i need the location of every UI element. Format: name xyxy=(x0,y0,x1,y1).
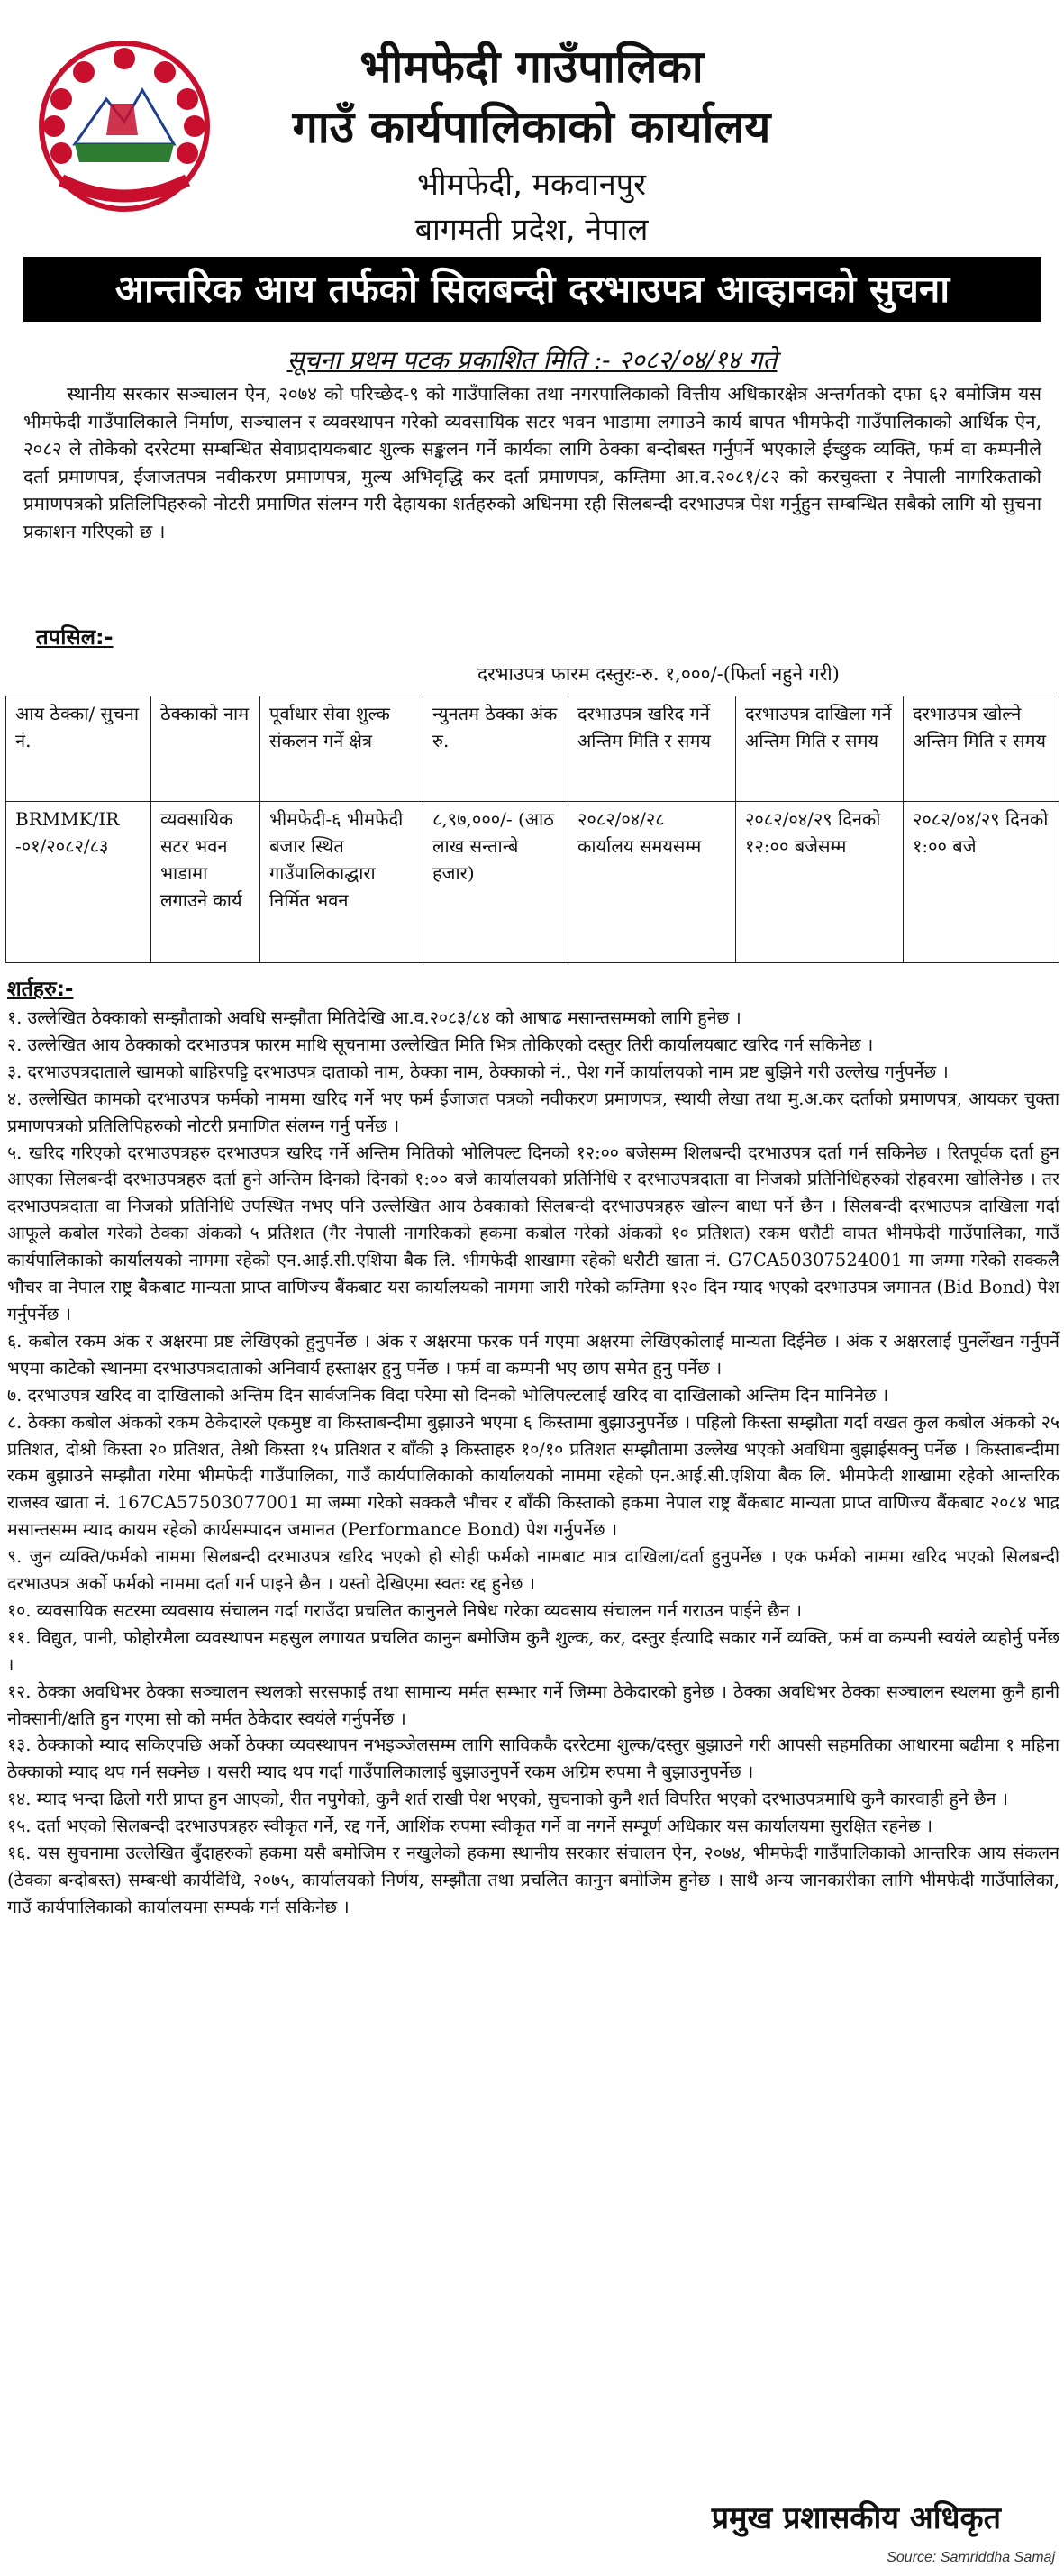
term-item: ११. विद्युत, पानी, फोहोरमैला व्यवस्थापन महसुल लगायत प्रचलित कानुन बमोजिम कुनै शुल्क, कर, दस्तुर ईत्यादि सकार गर्ने व्यक्ति, फर्म वा कम्पनी स्वयंले व्यहोर्नु पर्नेछ । xyxy=(7,1626,1059,1675)
table-header: दरभाउपत्र दाखिला गर्ने अन्तिम मिति र समय xyxy=(736,696,904,802)
terms-list xyxy=(7,1005,1059,1921)
term-item: १२. ठेक्का अवधिभर ठेक्का सञ्चालन स्थलको सरसफाई तथा सामान्य मर्मत सम्भार गर्ने जिम्मा ठेकेदारको हुनेछ । ठेक्का अवधिभर ठेक्का सञ्चालन स्थलमा कुनै हानी नोक्सानी/क्षति हुन गएमा सो को मर्मत ठेकेदार स्वयंले गर्नुपर्नेछ । xyxy=(7,1680,1059,1729)
term-item: १४. म्याद भन्दा ढिलो गरी प्राप्त हुन आएको, रीत नपुगेको, कुनै शर्त राखी पेश भएको, सुचनाको कुनै शर्त विपरित भएको दरभाउपत्रमाथि कुनै कारवाही हुने छैन । xyxy=(7,1789,1009,1810)
term-item: २. उल्लेखित आय ठेक्काको दरभाउपत्र फारम माथि सूचनामा उल्लेखित मिति भित्र तोकिएको दस्तुर तिरी कार्यालयबाट खरिद गर्न सकिनेछ । xyxy=(7,1033,874,1055)
table-header: न्युनतम ठेक्का अंक रु. xyxy=(423,696,568,802)
term-item: १०. व्यवसायिक सटरमा व्यवसाय संचालन गर्दा गराउँदा प्रचलित कानुनले निषेध गरेका व्यवसाय संचालन गर्न गराउन पाईने छैन । xyxy=(7,1599,803,1621)
table-cell: BRMMK/IR -०१/२०८२/८३ xyxy=(6,802,151,963)
table-cell: २०८२/०४/२९ दिनको १२:०० बजेसम्म xyxy=(736,802,904,963)
form-fee: दरभाउपत्र फारम दस्तुरः-रु. १,०००/-(फिर्ता नहुने गरी) xyxy=(477,663,840,685)
term-item: ३. दरभाउपत्रदाताले खामको बाहिरपट्टि दरभाउपत्र दाताको नाम, ठेक्का नाम, ठेक्काको नं., पेश गर्ने कार्यालयको नाम प्रष्ट बुझिने गरी उल्लेख गर्नुपर्नेछ । xyxy=(7,1060,949,1082)
term-item: ९. जुन व्यक्ति/फर्मको नाममा सिलबन्दी दरभाउपत्र खरिद भएको हो सोही फर्मको नामबाट मात्र दाखिला/दर्ता हुनुपर्नेछ । एक फर्मको नाममा खरिद भएको सिलबन्दी दरभाउपत्र अर्को फर्मको नाममा दर्ता गर्न पाइने छैन । यस्तो देखिएमा स्वतः रद्द हुनेछ । xyxy=(7,1546,1059,1595)
term-item: ५. खरिद गरिएको दरभाउपत्रहरु दरभाउपत्र खरिद गर्ने अन्तिम मितिको भोलिपल्ट दिनको १२:०० बजेसम्म शिलबन्दी दरभाउपत्र दर्ता गर्न सकिनेछ । रितपूर्वक दर्ता हुन आएका सिलबन्दी दरभाउपत्रहरु दर्ता हुने अन्तिम दिनको दिनको १:०० बजे कार्यालयको प्रतिनिधि र दरभाउपत्रदाता वा निजको प्रतिनिधिहरुको रोहवरमा खोलिनेछ । तर दरभाउपत्रदाता वा निजको प्रतिनिधि उपस्थित नभए पनि उल्लेखित आय ठेक्काको सिलबन्दी दरभाउपत्रहरु खोल्न बाधा पर्ने छैन । सिलबन्दी दरभाउपत्र दाखिला गर्दा आफूले कबोल गरेको ठेक्का अंकको ५ प्रतिशत (गैर नेपाली नागरिकको हकमा कबोल गरेको अंकको १० प्रतिशत) रकम धरौटी वापत भीमफेदी गाउँपालिका, गाउँ कार्यपालिकाको कार्यालयको नाममा रहेको एन.आई.सी.एशिया बैक लि. भीमफेदी शाखामा रहेको धरौटी खाता नं. G7CA50307524001 मा जम्मा गरेको सक्कलै भौचर वा नेपाल राष्ट्र बैकबाट मान्यता प्राप्त वाणिज्य बैंकबाट यस कार्यालयको नाममा जारी गरेको कम्तिमा १२० दिन म्याद भएको दरभाउपत्र जमानत (Bid Bond) पेश गर्नुपर्नेछ । xyxy=(7,1142,1059,1324)
office-province: बागमती प्रदेश, नेपाल xyxy=(414,212,649,248)
table-cell: २०८२/०४/२९ दिनको १:०० बजे xyxy=(904,802,1059,963)
terms-title: शर्तहरु:- xyxy=(7,978,74,1001)
nepal-emblem-icon xyxy=(34,36,214,216)
table-header-row xyxy=(6,696,1059,802)
term-item: १. उल्लेखित ठेक्काको सम्झौताको अवधि सम्झौता मितिदेखि आ.व.२०८३/८४ को आषाढ मसान्तसम्मको लागि हुनेछ । xyxy=(7,1007,741,1028)
details-label: तपसिल:- xyxy=(36,624,114,650)
bid-table xyxy=(5,696,1059,963)
office-name: गाउँ कार्यपालिकाको कार्यालय xyxy=(292,101,771,153)
table-header: पूर्वाधार सेवा शुल्क संकलन गर्ने क्षेत्र xyxy=(260,696,423,802)
notice-title: आन्तरिक आय तर्फको सिलबन्दी दरभाउपत्र आव्हानको सुचना xyxy=(23,257,1041,322)
published-date: सूचना प्रथम पटक प्रकाशित मिति :- २०८२/०४/१४ गते xyxy=(286,345,778,375)
intro-paragraph: स्थानीय सरकार सञ्चालन ऐन, २०७४ को परिच्छेद-९ को गाउँपालिका तथा नगरपालिकाको वित्तीय अधिकारक्षेत्र अन्तर्गतको दफा ६२ बमोजिम यस भीमफेदी गाउँपालिकाले निर्माण, सञ्चालन र व्यवस्थापन गरेको व्यवसायिक सटर भवन भाडामा लगाउने कार्य बापत भीमफेदी गाउँपालिकाको आर्थिक ऐन, २०८२ ले तोकेको दररेटमा सम्बन्धित सेवाप्रदायकबाट शुल्क सङ्कलन गर्ने कार्यका लागि ठेक्का बन्दोबस्त गर्नुपर्ने भएकाले ईच्छुक व्यक्ति, फर्म वा कम्पनीले दर्ता प्रमाणपत्र, ईजाजतपत्र नवीकरण प्रमाणपत्र, मुल्य अभिवृद्धि कर दर्ता प्रमाणपत्र, कम्तिमा आ.व.२०८१/८२ को करचुक्ता र नेपाली नागरिकताको प्रमाणपत्रको प्रतिलिपिहरुको नोटरी प्रमाणित संलग्न गरी देहायका शर्तहरुको अधिनमा रही सिलबन्दी दरभाउपत्र पेश गर्नुहुन सम्बन्धित सबैको लागि यो सुचना प्रकाशन गरिएको छ । xyxy=(23,383,1041,542)
signatory-title: प्रमुख प्रशासकीय अधिकृत xyxy=(711,2500,1001,2536)
term-item: ४. उल्लेखित कामको दरभाउपत्र फर्मको नाममा खरिद गर्ने भए फर्म ईजाजत पत्रको नवीकरण प्रमाणपत्र, स्थायी लेखा तथा मु.अ.कर दर्ताको प्रमाणपत्र, आयकर चुक्ता प्रमाणपत्रको प्रतिलिपिहरुको नोटरी प्रमाणित संलग्न गर्नु पर्नेछ । xyxy=(7,1088,1059,1136)
term-item: ७. दरभाउपत्र खरिद वा दाखिलाको अन्तिम दिन सार्वजनिक विदा परेमा सो दिनको भोलिपल्टलाई खरिद वा दाखिलाको अन्तिम दिन मानिनेछ । xyxy=(7,1384,889,1406)
table-cell: व्यवसायिक सटर भवन भाडामा लगाउने कार्य xyxy=(151,802,260,963)
source-credit: Source: Samriddha Samaj xyxy=(887,2550,1055,2565)
table-header: दरभाउपत्र खरिद गर्ने अन्तिम मिति र समय xyxy=(568,696,736,802)
municipality-name: भीमफेदी गाउँपालिका xyxy=(359,41,704,93)
table-header: दरभाउपत्र खोल्ने अन्तिम मिति र समय xyxy=(904,696,1059,802)
table-header: ठेक्काको नाम xyxy=(151,696,260,802)
table-cell: २०८२/०४/२८ कार्यालय समयसम्म xyxy=(568,802,736,963)
term-item: १३. ठेक्काको म्याद सकिएपछि अर्को ठेक्का व्यवस्थापन नभइञ्जेलसम्म लागि साविककै दररेटमा शुल्क/दस्तुर बुझाउने गरी आपसी सहमतिका आधारमा बढीमा १ महिना ठेक्काको म्याद थप गर्न सक्नेछ । यसरी म्याद थप गर्दा गाउँपालिकालाई बुझाउनुपर्ने रकम अग्रिम रुपमा नै बुझाउनुपर्नेछ । xyxy=(7,1734,1059,1783)
term-item: ८. ठेक्का कबोल अंकको रकम ठेकेदारले एकमुष्ट वा किस्ताबन्दीमा बुझाउने भएमा ६ किस्तामा बुझाउनुपर्नेछ । पहिलो किस्ता सम्झौता गर्दा वखत कुल कबोल अंकको २५ प्रतिशत, दोश्रो किस्ता २० प्रतिशत, तेश्रो किस्ता १५ प्रतिशत र बाँकी ३ किस्ताहरु १०/१० प्रतिशत सम्झौतामा उल्लेख भएको अवधिमा बुझाईसक्नु पर्नेछ । किस्ताबन्दीमा रकम बुझाउने सम्झौता गरेमा भीमफेदी गाउँपालिका, गाउँ कार्यपालिकाको कार्यालयको नाममा रहेको एन.आई.सी.एशिया बैक लि. भीमफेदी शाखामा रहेको आन्तरिक राजस्व खाता नं. 167CA57503077001 मा जम्मा गरेको सक्कलै भौचर र बाँकी किस्ताको हकमा नेपाल राष्ट्र बैंकबाट मान्यता प्राप्त वाणिज्य बैंकबाट २०८४ भाद्र मसान्तसम्म म्याद कायम रहेको कार्यसम्पादन जमानत (Performance Bond) पेश गर्नुपर्नेछ । xyxy=(7,1411,1059,1541)
office-address: भीमफेदी, मकवानपुर xyxy=(417,167,646,203)
table-row xyxy=(6,802,1059,963)
term-item: ६. कबोल रकम अंक र अक्षरमा प्रष्ट लेखिएको हुनुपर्नेछ । अंक र अक्षरमा फरक पर्न गएमा अक्षरमा लेखिएकोलाई मान्यता दिईनेछ । अंक र अक्षरलाई पुनर्लेखन गर्नुपर्ने भएमा काटेको स्थानमा दरभाउपत्रदाताको अनिवार्य हस्ताक्षर हुनु पर्नेछ । फर्म वा कम्पनी भए छाप समेत हुनु पर्नेछ । xyxy=(7,1330,1059,1379)
table-cell: भीमफेदी-६ भीमफेदी बजार स्थित गाउँपालिकाद्धारा निर्मित भवन xyxy=(260,802,423,963)
table-header: आय ठेक्का/ सुचना नं. xyxy=(6,696,151,802)
term-item: १५. दर्ता भएको सिलबन्दी दरभाउपत्रहरु स्वीकृत गर्ने, रद्द गर्ने, आशिंक रुपमा स्वीकृत गर्ने वा नगर्ने सम्पूर्ण अधिकार यस कार्यालयमा सुरक्षित रहनेछ । xyxy=(7,1816,933,1837)
table-cell: ८,९७,०००/- (आठ लाख सन्तान्बे हजार) xyxy=(423,802,568,963)
term-item: १६. यस सुचनामा उल्लेखित बुँदाहरुको हकमा यसै बमोजिम र नखुलेको हकमा स्थानीय सरकार संचालन ऐन, २०७४, भीमफेदी गाउँपालिकाको आन्तरिक आय संकलन (ठेक्का बन्दोबस्त) सम्बन्धी कार्यविधि, २०७५, कार्यालयको निर्णय, सम्झौता तथा प्रचलित कानुन बमोजिम हुनेछ । साथै अन्य जानकारीका लागि भीमफेदी गाउँपालिका, गाउँ कार्यपालिकाको कार्यालयमा सम्पर्क गर्न सकिनेछ । xyxy=(7,1843,1059,1917)
